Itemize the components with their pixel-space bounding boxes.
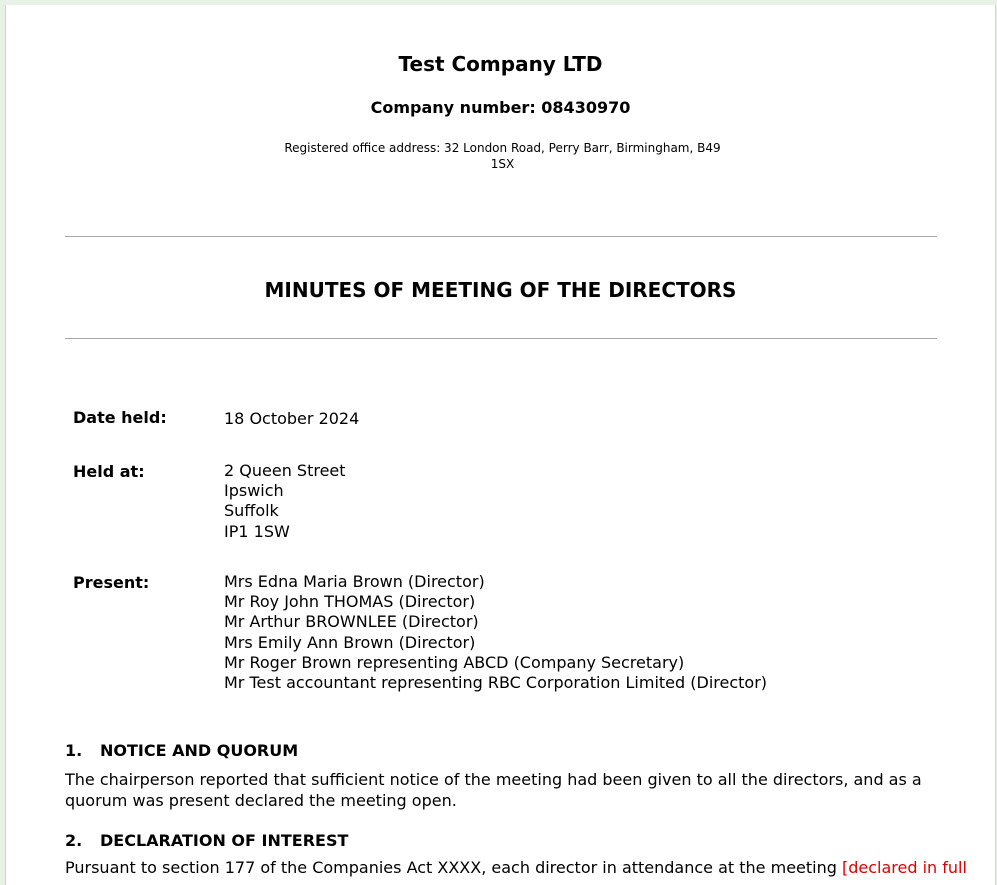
section-2-heading — [65, 831, 348, 850]
section-2-placeholder: [declared in full — [842, 858, 967, 877]
attendee: Mr Roy John THOMAS (Director) — [224, 592, 476, 612]
section-number: 1. — [65, 741, 83, 760]
section-1-text: The chairperson reported that sufficient notice of the meeting had been given to all the directors, and as a quorum was present declared the meeting open. — [65, 770, 922, 810]
held-at-label: Held at: — [73, 462, 145, 481]
address-line: Suffolk — [224, 501, 279, 521]
section-2-body: Pursuant to section 177 of the Companies Act XXXX, each director in attendance at the meeting — [65, 858, 837, 877]
section-1-heading — [65, 741, 298, 760]
address-line: IP1 1SW — [224, 521, 290, 541]
company-name: Test Company LTD — [398, 52, 603, 76]
section-2-text — [65, 858, 967, 879]
present-label: Present: — [73, 573, 150, 592]
registered-office-address: Registered office address: 32 London Road, Perry Barr, Birmingham, B49 1SX — [284, 141, 721, 171]
address-line: Ipswich — [224, 481, 284, 501]
document-title: MINUTES OF MEETING OF THE DIRECTORS — [264, 278, 737, 302]
date-held-label: Date held: — [73, 408, 167, 427]
section-number: 2. — [65, 831, 83, 850]
company-number: Company number: 08430970 — [370, 98, 631, 117]
held-at-address — [224, 461, 346, 542]
attendee: Mrs Edna Maria Brown (Director) — [224, 572, 485, 591]
document-page — [5, 5, 996, 885]
attendee: Mr Test accountant representing RBC Corporation Limited (Director) — [224, 673, 768, 693]
divider-bottom — [65, 338, 937, 339]
section-title: DECLARATION OF INTEREST — [100, 831, 349, 850]
attendee: Mr Arthur BROWNLEE (Director) — [224, 612, 479, 632]
section-title: NOTICE AND QUORUM — [100, 741, 299, 760]
attendee: Mrs Emily Ann Brown (Director) — [224, 632, 476, 652]
date-held-value: 18 October 2024 — [224, 409, 360, 428]
divider-top — [65, 236, 937, 237]
attendee: Mr Roger Brown representing ABCD (Company Secretary) — [224, 652, 685, 672]
address-line: 2 Queen Street — [224, 461, 346, 480]
present-list — [224, 572, 767, 693]
